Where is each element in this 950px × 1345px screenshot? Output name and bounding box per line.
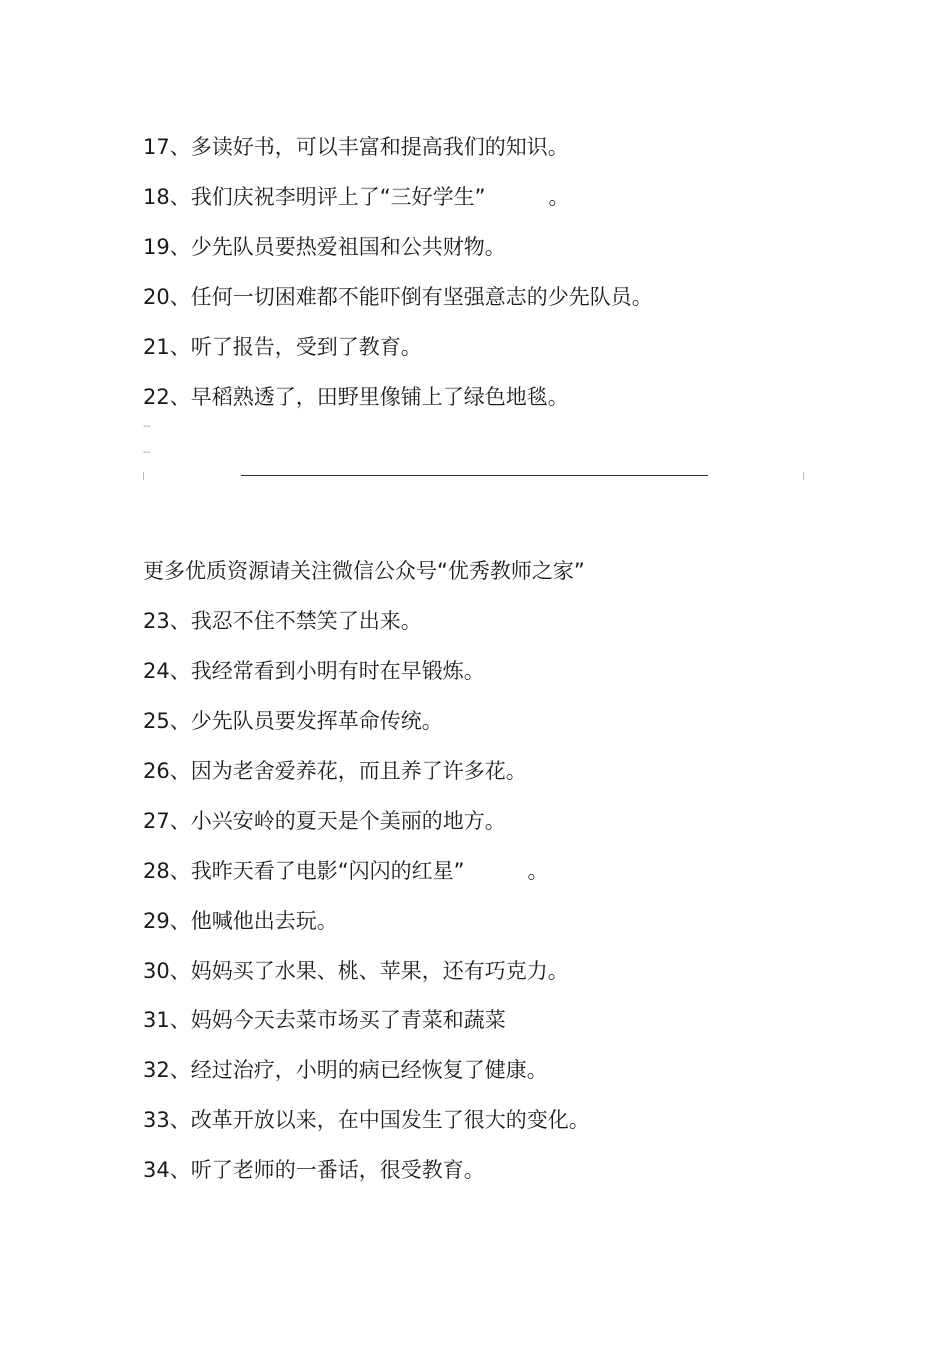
sentence-32: 32、经过治疗，小明的病已经恢复了健康。 [143, 1058, 548, 1082]
sentence-26: 26、因为老舍爱养花，而且养了许多花。 [143, 759, 527, 783]
sentence-29: 29、他喊他出去玩。 [143, 909, 338, 933]
sentence-19: 19、少先队员要热爱祖国和公共财物。 [143, 235, 506, 259]
sentence-18: 18、我们庆祝李明评上了“三好学生” 。 [143, 185, 570, 209]
sentence-25: 25、少先队员要发挥革命传统。 [143, 709, 443, 733]
dash-mark: -- [143, 447, 151, 458]
sentence-21: 21、听了报告，受到了教育。 [143, 335, 422, 359]
sentence-22: 22、早稻熟透了，田野里像铺上了绿色地毯。 [143, 385, 569, 409]
page-edge-tick [803, 472, 804, 480]
sentence-27: 27、小兴安岭的夏天是个美丽的地方。 [143, 809, 506, 833]
sentence-20: 20、任何一切困难都不能吓倒有坚强意志的少先队员。 [143, 285, 653, 309]
dash-mark: -- [143, 421, 151, 432]
sentence-34: 34、听了老师的一番话，很受教育。 [143, 1158, 485, 1182]
sentence-30: 30、妈妈买了水果、桃、苹果，还有巧克力。 [143, 959, 569, 983]
sentence-24: 24、我经常看到小明有时在早锻炼。 [143, 659, 485, 683]
sentence-31: 31、妈妈今天去菜市场买了青菜和蔬菜 [143, 1008, 506, 1032]
page-divider [241, 475, 708, 476]
sentence-33: 33、改革开放以来，在中国发生了很大的变化。 [143, 1108, 590, 1132]
sentence-17: 17、多读好书，可以丰富和提高我们的知识。 [143, 135, 569, 159]
sentence-23: 23、我忍不住不禁笑了出来。 [143, 609, 422, 633]
page-edge-tick [143, 472, 144, 480]
promo-text: 更多优质资源请关注微信公众号“优秀教师之家” [143, 559, 585, 583]
sentence-28: 28、我昨天看了电影“闪闪的红星” 。 [143, 859, 549, 883]
